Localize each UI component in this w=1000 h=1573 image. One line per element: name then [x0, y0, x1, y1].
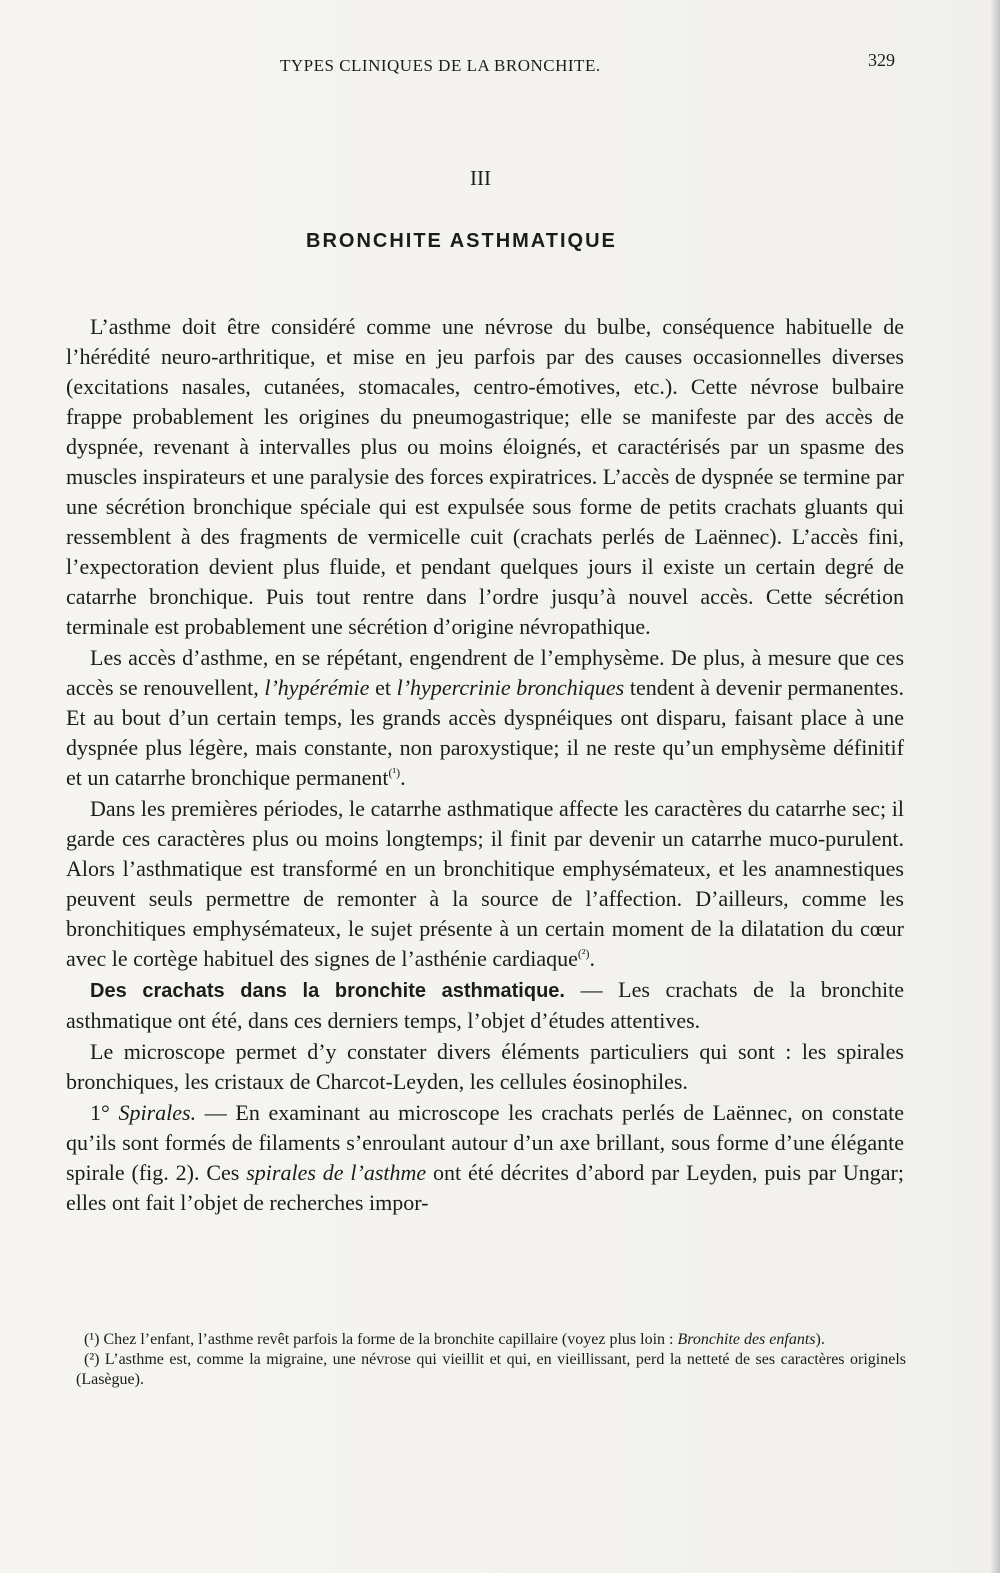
- footnotes: [76, 1330, 906, 1390]
- subsection-heading: Des crachats dans la bronchite asthmatique.: [90, 980, 565, 1002]
- footnote-ref-1: (¹): [388, 765, 401, 780]
- footnote-ref-2: (²): [577, 946, 590, 961]
- paragraph-6-label: Spirales.: [118, 1100, 197, 1125]
- paragraph-1: L’asthme doit être considéré comme une névrose du bulbe, conséquence habituelle de l’hérédité neuro-arthritique, et mise en jeu parfois par des causes occasionnelles diverses (excitations nasales, cutanées, stomacales, centro-émotives, etc.). Cette névrose bulbaire frappe probablement les origines du pneumogastrique; elle se manifeste par des accès de dyspnée, revenant à intervalles plus ou moins éloignés, et caractérisés par un spasme des muscles inspirateurs et une paralysie des forces expiratrices. L’accès de dyspnée se termine par une sécrétion bronchique spéciale qui est expulsée sous forme de petits crachats gluants qui ressemblent à des fragments de vermicelle cuit (crachats perlés de Laënnec). L’accès fini, l’expectoration devient plus fluide, et pendant quelques jours il existe un certain degré de catarrhe bronchique. Puis tout rentre dans l’ordre jusqu’à nouvel accès. Cette sécrétion terminale est probablement une sécrétion d’origine névropathique.: [66, 314, 904, 639]
- footnote-1-mark: (¹): [84, 1331, 100, 1348]
- paragraph-4: [66, 975, 904, 1036]
- paragraph-2-text-c: et: [369, 675, 397, 700]
- footnote-1: [76, 1330, 906, 1350]
- paragraph-3-text: Dans les premières périodes, le catarrhe asthmatique affecte les caractères du catarrhe sec; il garde ces caractères plus ou moins longtemps; il finit par devenir un catarrhe muco-purulent. Alors l’asthmatique est transformé en un bronchitique emphysémateux, et les anamnestiques peuvent seuls permettre de remonter à la source de l’affection. D’ailleurs, comme les bronchitiques emphysémateux, le sujet présente à un certain moment de la dilatation du cœur avec le cortège habituel des signes de l’asthénie cardiaque: [66, 796, 904, 971]
- paragraph-2-end: .: [400, 765, 406, 790]
- footnote-2-text: L’asthme est, comme la migraine, une névrose qui vieillit et qui, en vieillissant, perd la netteté de ses caractères originels (Lasègue).: [76, 1351, 906, 1388]
- footnote-2: [76, 1350, 906, 1390]
- paragraph-2-term-hyperemie: l’hypérémie: [264, 675, 370, 700]
- paragraph-2-text-e: tendent à devenir permanentes. Et au bout d’un certain temps, les grands accès dyspnéiques ont disparu, faisant place à une dyspnée plus légère, mais constante, non paroxystique; il ne reste qu’un emphysème définitif et un catarrhe bronchique permanent: [66, 675, 904, 790]
- paragraph-3: [66, 794, 904, 974]
- paragraph-6-term: spirales de l’asthme: [246, 1160, 427, 1185]
- paragraph-6-text-a: — En examinant au microscope les crachats perlés de Laënnec, on constate qu’ils sont formés de filaments s’enroulant autour d’un axe brillant, sous forme d’une élégante spirale (fig. 2). Ces: [66, 1100, 904, 1185]
- running-head: TYPES CLINIQUES DE LA BRONCHITE.: [280, 56, 601, 75]
- footnote-2-mark: (²): [84, 1351, 100, 1368]
- footnote-1-title: Bronchite des enfants: [677, 1331, 816, 1348]
- footnote-1-text-a: Chez l’enfant, l’asthme revêt parfois la forme de la bronchite capillaire (voyez plus loin :: [99, 1331, 678, 1348]
- paragraph-6-number: 1°: [90, 1100, 119, 1125]
- section-number: III: [470, 166, 491, 190]
- page-edge-shadow: [990, 0, 1000, 1573]
- paragraph-3-end: .: [589, 946, 595, 971]
- paragraph-4-text: — Les crachats de la bronchite asthmatique ont été, dans ces derniers temps, l’objet d’études attentives.: [66, 977, 904, 1033]
- paragraph-2-term-hypercrinie: l’hypercrinie bronchiques: [396, 675, 625, 700]
- footnote-1-text-c: ).: [815, 1331, 825, 1348]
- paragraph-5: Le microscope permet d’y constater divers éléments particuliers qui sont : les spirales bronchiques, les cristaux de Charcot-Leyden, les cellules éosinophiles.: [66, 1039, 904, 1094]
- paragraph-2: [66, 643, 904, 793]
- paragraph-6: [66, 1098, 904, 1218]
- paragraph-6-text-c: ont été décrites d’abord par Leyden, puis par Ungar; elles ont fait l’objet de recherches impor-: [66, 1160, 905, 1215]
- section-title: BRONCHITE ASTHMATIQUE: [306, 230, 617, 252]
- body-text: [66, 312, 904, 1218]
- paragraph-2-text-a: Les accès d’asthme, en se répétant, engendrent de l’emphysème. De plus, à mesure que ces accès se renouvellent,: [66, 645, 904, 700]
- page-number: 329: [868, 50, 895, 70]
